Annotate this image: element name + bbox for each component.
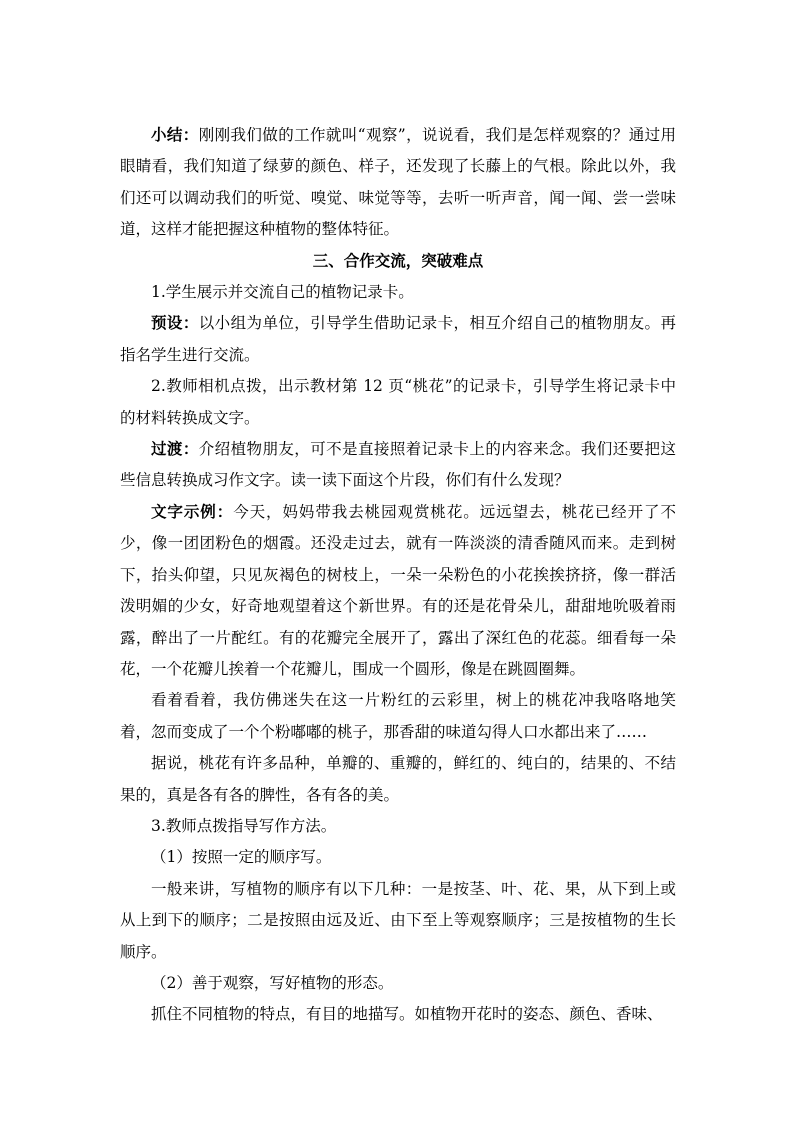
section-heading: 三、合作交流，突破难点 bbox=[312, 251, 484, 270]
preset-text: 以小组为单位，引导学生借助记录卡，相互介绍自己的植物朋友。再指名学生进行交流。 bbox=[120, 314, 676, 364]
summary-text: 刚刚我们做的工作就叫“观察”，说说看，我们是怎样观察的？通过用眼睛看，我们知道了绿萝的颜色、样子，还发现了长藤上的气根。除此以外，我们还可以调动我们的听觉、嗅觉、味觉等等，去听一听声音，闻一闻、尝一尝味道，这样才能把握这种植物的整体特征。 bbox=[120, 126, 676, 239]
example-paragraph-3: 据说，桃花有许多品种，单瓣的、重瓣的，鲜红的、纯白的，结果的、不结果的，真是各有各的脾性，各有各的美。 bbox=[120, 754, 676, 804]
transition-paragraph bbox=[120, 434, 676, 497]
preset-paragraph bbox=[120, 308, 676, 371]
transition-lead: 过渡： bbox=[151, 440, 199, 459]
document-page bbox=[120, 120, 676, 1031]
example-text: 今天，妈妈带我去桃园观赏桃花。远远望去，桃花已经开了不少，像一团团粉色的烟霞。还没走过去，就有一阵淡淡的清香随风而来。走到树下，抬头仰望，只见灰褐色的树枝上，一朵一朵粉色的小花挨挨挤挤，像一群活泼明媚的少女，好奇地观望着这个新世界。有的还是花骨朵儿，甜甜地吮吸着雨露，醉出了一片酡红。有的花瓣完全展开了，露出了深红色的花蕊。细看每一朵花，一个花瓣儿挨着一个花瓣儿，围成一个圆形，像是在跳圆圈舞。 bbox=[120, 502, 676, 678]
example-paragraph bbox=[120, 497, 676, 685]
method-1-text: 一般来讲，写植物的顺序有以下几种：一是按茎、叶、花、果，从下到上或从上到下的顺序；二是按照由远及近、由下至上等观察顺序；三是按植物的生长顺序。 bbox=[120, 879, 676, 961]
step-3: 3.教师点拨指导写作方法。 bbox=[151, 816, 337, 835]
summary-lead: 小结： bbox=[151, 126, 199, 144]
method-1-title: （1）按照一定的顺序写。 bbox=[151, 848, 332, 867]
preset-lead: 预设： bbox=[151, 314, 199, 333]
method-2-title: （2）善于观察，写好植物的形态。 bbox=[151, 973, 394, 992]
step-1: 1.学生展示并交流自己的植物记录卡。 bbox=[151, 283, 414, 302]
example-lead: 文字示例： bbox=[151, 502, 234, 521]
step-2: 2.教师相机点拨，出示教材第 12 页“桃花”的记录卡，引导学生将记录卡中的材料转换成文字。 bbox=[120, 377, 676, 427]
method-2-text: 抓住不同植物的特点，有目的地描写。如植物开花时的姿态、颜色、香味、 bbox=[151, 1005, 663, 1024]
example-paragraph-2: 看着看着，我仿佛迷失在这一片粉红的云彩里，树上的桃花冲我咯咯地笑着，忽而变成了一个个粉嘟嘟的桃子，那香甜的味道勾得人口水都出来了…… bbox=[120, 691, 676, 741]
summary-paragraph bbox=[120, 120, 676, 246]
transition-text: 介绍植物朋友，可不是直接照着记录卡上的内容来念。我们还要把这些信息转换成习作文字。读一读下面这个片段，你们有什么发现？ bbox=[120, 440, 676, 490]
